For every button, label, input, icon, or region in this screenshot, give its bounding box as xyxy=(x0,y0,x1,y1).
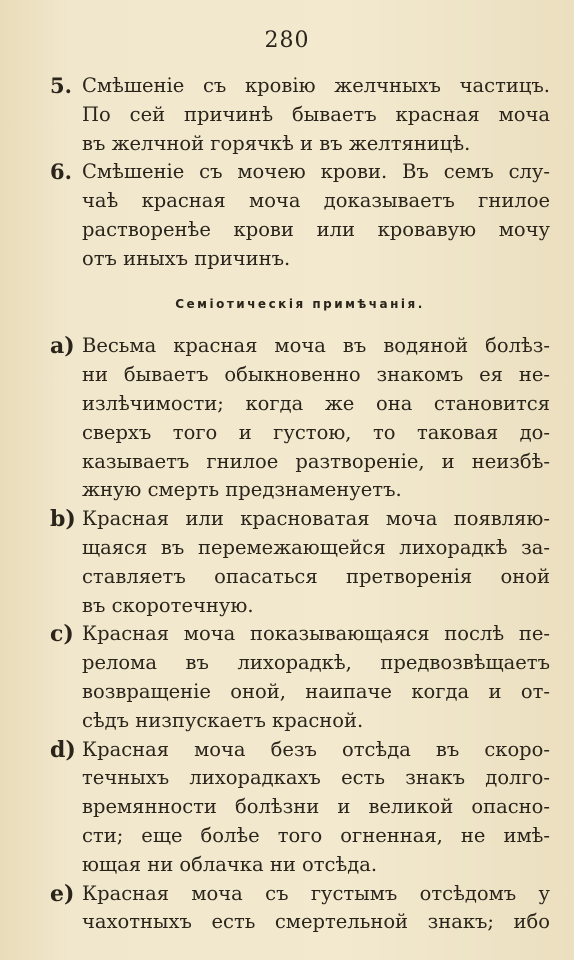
note-item xyxy=(50,620,550,735)
note-marker: b) xyxy=(50,506,76,533)
section-heading: Семіотическія примѣчанія. xyxy=(175,296,425,311)
note-marker: c) xyxy=(50,621,74,648)
text-line: чаѣ красная моча доказываетъ гнилое xyxy=(82,189,550,213)
text-line: сти; еще болѣе того огненная, не имѣ- xyxy=(82,823,550,847)
text-line: ставляетъ опасаться претворенія оной xyxy=(82,564,550,588)
note-marker: a) xyxy=(50,333,75,360)
text-line: времянности болѣзни и великой опасно- xyxy=(82,795,550,819)
text-line: релома въ лихорадкѣ, предвозвѣщаетъ xyxy=(82,651,550,675)
text-line: жную смерть предзнаменуетъ. xyxy=(82,478,402,502)
text-line: щаяся въ перемежающейся лихорадкѣ за- xyxy=(82,535,550,559)
text-line: течныхъ лихорадкахъ есть знакъ долго- xyxy=(82,766,550,790)
text-line: въ желчной горячкѣ и въ желтяницѣ. xyxy=(82,131,471,155)
item-number: 5. xyxy=(50,73,72,98)
text-line: возвращеніе оной, наипаче когда и от- xyxy=(82,679,550,703)
item-number: 6. xyxy=(50,159,72,185)
note-item xyxy=(50,332,550,505)
text-line: излѣчимости; когда же она становится xyxy=(82,391,550,415)
text-line: По сей причинѣ бываетъ красная моча xyxy=(82,102,550,126)
text-line: Красная моча безъ отсѣда въ скоро- xyxy=(82,737,550,761)
text-line: ющая ни облачка ни отсѣда. xyxy=(82,852,378,876)
note-marker: d) xyxy=(50,736,76,763)
text-line: сверхъ того и густою, то таковая до- xyxy=(82,420,550,444)
list-item xyxy=(50,158,550,273)
text-line: Весьма красная моча въ водяной болѣз- xyxy=(82,334,550,358)
page-body xyxy=(50,72,550,937)
text-line: Смѣшеніе съ кровію желчныхъ частицъ. xyxy=(82,74,550,97)
text-line: ни бываетъ обыкновенно знакомъ ея не- xyxy=(82,363,550,387)
note-item xyxy=(50,880,550,938)
text-line: Смѣшеніе съ мочею крови. Въ семъ слу- xyxy=(82,160,550,184)
text-line: казываетъ гнилое разтвореніе, и неизбѣ- xyxy=(82,449,550,473)
text-line: чахотныхъ есть смертельной знакъ; ибо xyxy=(82,910,550,934)
note-item xyxy=(50,505,550,620)
text-line: растворенѣе крови или кровавую мочу xyxy=(82,217,550,241)
note-item xyxy=(50,736,550,880)
page-number: 280 xyxy=(264,28,310,53)
text-line: въ скоротечную. xyxy=(82,593,254,617)
text-line: Красная моча показывающаяся послѣ пе- xyxy=(82,622,550,646)
note-marker: e) xyxy=(50,880,75,907)
text-line: Красная моча съ густымъ отсѣдомъ у xyxy=(82,881,550,905)
text-line: сѣдъ низпускаетъ красной. xyxy=(82,708,364,732)
list-item xyxy=(50,72,550,158)
text-line: отъ иныхъ причинъ. xyxy=(82,246,291,270)
text-line: Красная или красноватая моча появляю- xyxy=(82,507,550,531)
